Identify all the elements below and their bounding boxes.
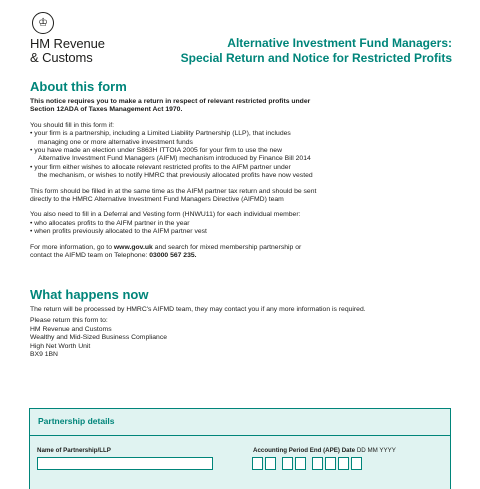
address-line: BX9 1BN bbox=[30, 351, 58, 359]
ape-date-label bbox=[253, 447, 396, 454]
same-time-line-2: directly to the HMRC Alternative Investment Fund Managers Directive (AIFMD) team bbox=[30, 196, 284, 204]
partnership-name-label: Name of Partnership/LLP bbox=[37, 447, 111, 454]
deferral-bullet: • when profits previously allocated to the AIFM partner vest bbox=[30, 228, 207, 236]
intro-line-2: Section 12ADA of Taxes Management Act 1970. bbox=[30, 106, 183, 114]
return-to: Please return this form to: bbox=[30, 317, 108, 325]
ape-year-digit-3[interactable] bbox=[338, 457, 349, 470]
about-heading: About this form bbox=[30, 79, 127, 94]
ape-date-label-text: Accounting Period End (APE) Date bbox=[253, 447, 356, 454]
ape-month-digit-2[interactable] bbox=[295, 457, 306, 470]
contact-line bbox=[30, 252, 460, 260]
partnership-details-title: Partnership details bbox=[38, 416, 115, 426]
hmrc-logo bbox=[30, 12, 120, 65]
deferral-bullet: • who allocates profits to the AIFM partner in the year bbox=[30, 219, 190, 227]
address-line: HM Revenue and Customs bbox=[30, 325, 112, 333]
brand-line-2: & Customs bbox=[30, 50, 93, 65]
bullet-line: • your firm is a partnership, including a Limited Liability Partnership (LLP), that includes bbox=[30, 130, 291, 138]
ape-year-digit-1[interactable] bbox=[312, 457, 323, 470]
ape-day-digit-1[interactable] bbox=[252, 457, 263, 470]
same-time-line-1: This form should be filled in at the same time as the AIFM partner tax return and should be sent bbox=[30, 187, 317, 195]
address-line: High Net Worth Unit bbox=[30, 342, 91, 350]
form-title-line-1: Alternative Investment Fund Managers: bbox=[227, 36, 452, 50]
intro-line-1: This notice requires you to make a return in respect of relevant restricted profits under bbox=[30, 98, 311, 105]
partnership-details-panel bbox=[29, 408, 451, 489]
panel-divider bbox=[30, 435, 450, 436]
processed-text: The return will be processed by HMRC's AIFMD team, they may contact you if any more information is required. bbox=[30, 306, 366, 313]
info-prefix: For more information, go to bbox=[30, 243, 114, 251]
form-title bbox=[181, 36, 452, 66]
contact-prefix: contact the AIFMD team on Telephone: bbox=[30, 252, 150, 260]
about-section bbox=[30, 98, 460, 261]
ape-year-digit-2[interactable] bbox=[325, 457, 336, 470]
ape-month-digit-1[interactable] bbox=[282, 457, 293, 470]
contact-phone: 03000 567 235. bbox=[149, 252, 197, 260]
brand-line-1: HM Revenue bbox=[30, 36, 105, 51]
more-info-line bbox=[30, 244, 460, 252]
bullet-line: managing one or more alternative investment funds bbox=[38, 138, 193, 146]
partnership-name-input[interactable] bbox=[37, 457, 213, 470]
ape-year-digit-4[interactable] bbox=[351, 457, 362, 470]
bullet-line: • you have made an election under S863H ITTOIA 2005 for your firm to use the new bbox=[30, 147, 282, 155]
what-happens-section bbox=[30, 306, 460, 359]
royal-crest-icon: ♔ bbox=[32, 12, 54, 34]
deferral-intro: You also need to fill in a Deferral and Vesting form (HNWU11) for each individual member: bbox=[30, 211, 301, 219]
bullet-line: • your firm either wishes to allocate relevant restricted profits to the AIFM partner under bbox=[30, 163, 291, 171]
ape-date-input bbox=[252, 457, 364, 470]
address-line: Wealthy and Mid-Sized Business Compliance bbox=[30, 334, 168, 342]
ape-day-digit-2[interactable] bbox=[265, 457, 276, 470]
bullet-line: Alternative Investment Fund Managers (AIFM) mechanism introduced by Finance Bill 2014 bbox=[38, 155, 311, 163]
fill-in-if: You should fill in this form if: bbox=[30, 121, 114, 129]
gov-uk-link[interactable]: www.gov.uk bbox=[113, 243, 153, 251]
bullet-line: the mechanism, or wishes to notify HMRC that previously allocated profits have now vested bbox=[38, 172, 313, 180]
ape-date-hint: DD MM YYYY bbox=[356, 447, 396, 454]
what-happens-heading: What happens now bbox=[30, 287, 149, 302]
form-title-line-2: Special Return and Notice for Restricted Profits bbox=[180, 51, 452, 65]
info-suffix: and search for mixed membership partnership or bbox=[152, 243, 302, 251]
